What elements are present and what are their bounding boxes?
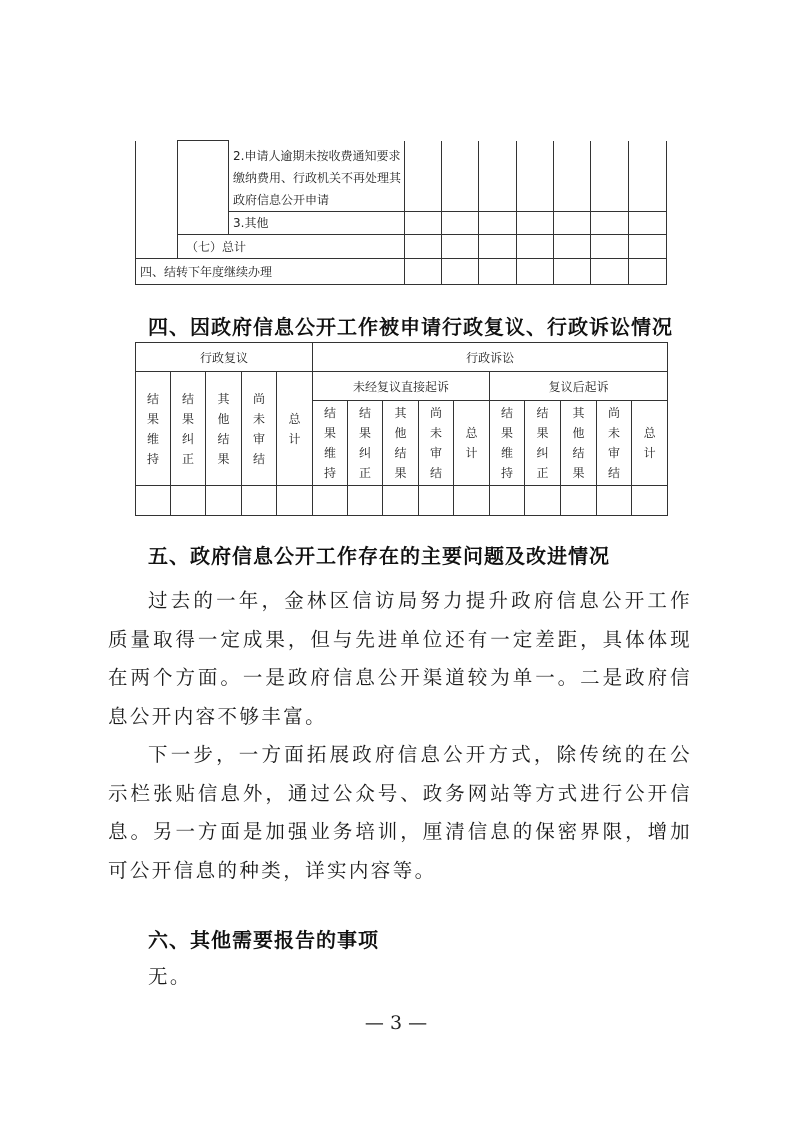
column-header: 总计 [277,372,313,486]
table-cell [517,141,554,212]
table-cell [479,141,517,212]
table-header-row [136,343,668,372]
page-number: — 3 — [364,1012,428,1034]
table-cell [479,258,517,284]
table-cell [442,141,479,212]
column-header: 结果维持 [136,372,171,486]
table-cell [405,258,442,284]
column-header: 结果纠正 [348,401,383,486]
section-heading-5: 五、政府信息公开工作存在的主要问题及改进情况 [148,544,610,568]
header-direct-suit: 未经复议直接起诉 [313,372,490,401]
paragraph: 过去的一年，金林区信访局努力提升政府信息公开工作质量取得一定成果，但与先进单位还有一定差距，具体体现在两个方面。一是政府信息公开渠道较为单一。二是政府信息公开内容不够丰富。 [108,589,692,728]
row-label: （七）总计 [178,234,405,258]
table-cell [419,486,454,516]
table-cell [171,486,206,516]
table-cell [629,211,667,234]
table-cell [479,234,517,258]
review-litigation-table [135,342,668,516]
section-heading-6: 六、其他需要报告的事项 [148,928,379,952]
table-cell [479,211,517,234]
paragraph: 下一步，一方面拓展政府信息公开方式，除传统的在公示栏张贴信息外，通过公众号、政务网站等方式进行公开信息。另一方面是加强业务培训，厘清信息的保密界限，增加可公开信息的种类，详实内容等。 [108,743,692,882]
table-cell [348,486,383,516]
table-cell [629,234,667,258]
column-header: 结果维持 [490,401,525,486]
table-cell [591,211,629,234]
table-cell [206,486,242,516]
table-row [136,258,667,284]
column-header: 其他结果 [383,401,419,486]
table-cell [554,211,591,234]
column-header: 其他结果 [561,401,597,486]
row-label: 2.申请人逾期未按收费通知要求缴纳费用、行政机关不再处理其政府信息公开申请 [229,141,405,212]
row-label: 3.其他 [229,211,405,234]
disposal-table-tail [135,140,667,285]
column-header: 尚未审结 [597,401,632,486]
column-header: 其他结果 [206,372,242,486]
table-cell [517,211,554,234]
table-cell [561,486,597,516]
table-cell [136,486,171,516]
table-cell [591,141,629,212]
column-header: 总计 [454,401,490,486]
column-header: 总计 [632,401,668,486]
table-cell [517,258,554,284]
table-header-row [136,372,668,401]
table-row [136,486,668,516]
table-cell [591,234,629,258]
table-cell [490,486,525,516]
column-header: 尚未审结 [242,372,277,486]
paragraph: 无。 [148,965,192,988]
table-cell [554,141,591,212]
table-cell [405,234,442,258]
table-cell [242,486,277,516]
section-heading-4: 四、因政府信息公开工作被申请行政复议、行政诉讼情况 [148,315,673,339]
column-header: 结果纠正 [171,372,206,486]
table-cell [629,141,667,212]
table-cell [277,486,313,516]
table-row [136,141,667,212]
table-cell [405,211,442,234]
row-label: 四、结转下年度继续办理 [136,258,405,284]
table-cell [442,211,479,234]
table-row [136,234,667,258]
header-suit-after-review: 复议后起诉 [490,372,668,401]
table-cell [517,234,554,258]
table-cell [454,486,490,516]
header-admin-litigation: 行政诉讼 [313,343,668,372]
table-cell [178,141,229,235]
table-cell [383,486,419,516]
table-cell [442,234,479,258]
table-cell [554,234,591,258]
table-cell [136,141,178,259]
table-cell [591,258,629,284]
table-cell [313,486,348,516]
column-header: 结果纠正 [525,401,561,486]
table-cell [632,486,668,516]
table-cell [525,486,561,516]
column-header: 尚未审结 [419,401,454,486]
table-cell [597,486,632,516]
table-cell [405,141,442,212]
column-header: 结果维持 [313,401,348,486]
table-cell [442,258,479,284]
table-cell [554,258,591,284]
header-admin-review: 行政复议 [136,343,313,372]
table-cell [629,258,667,284]
